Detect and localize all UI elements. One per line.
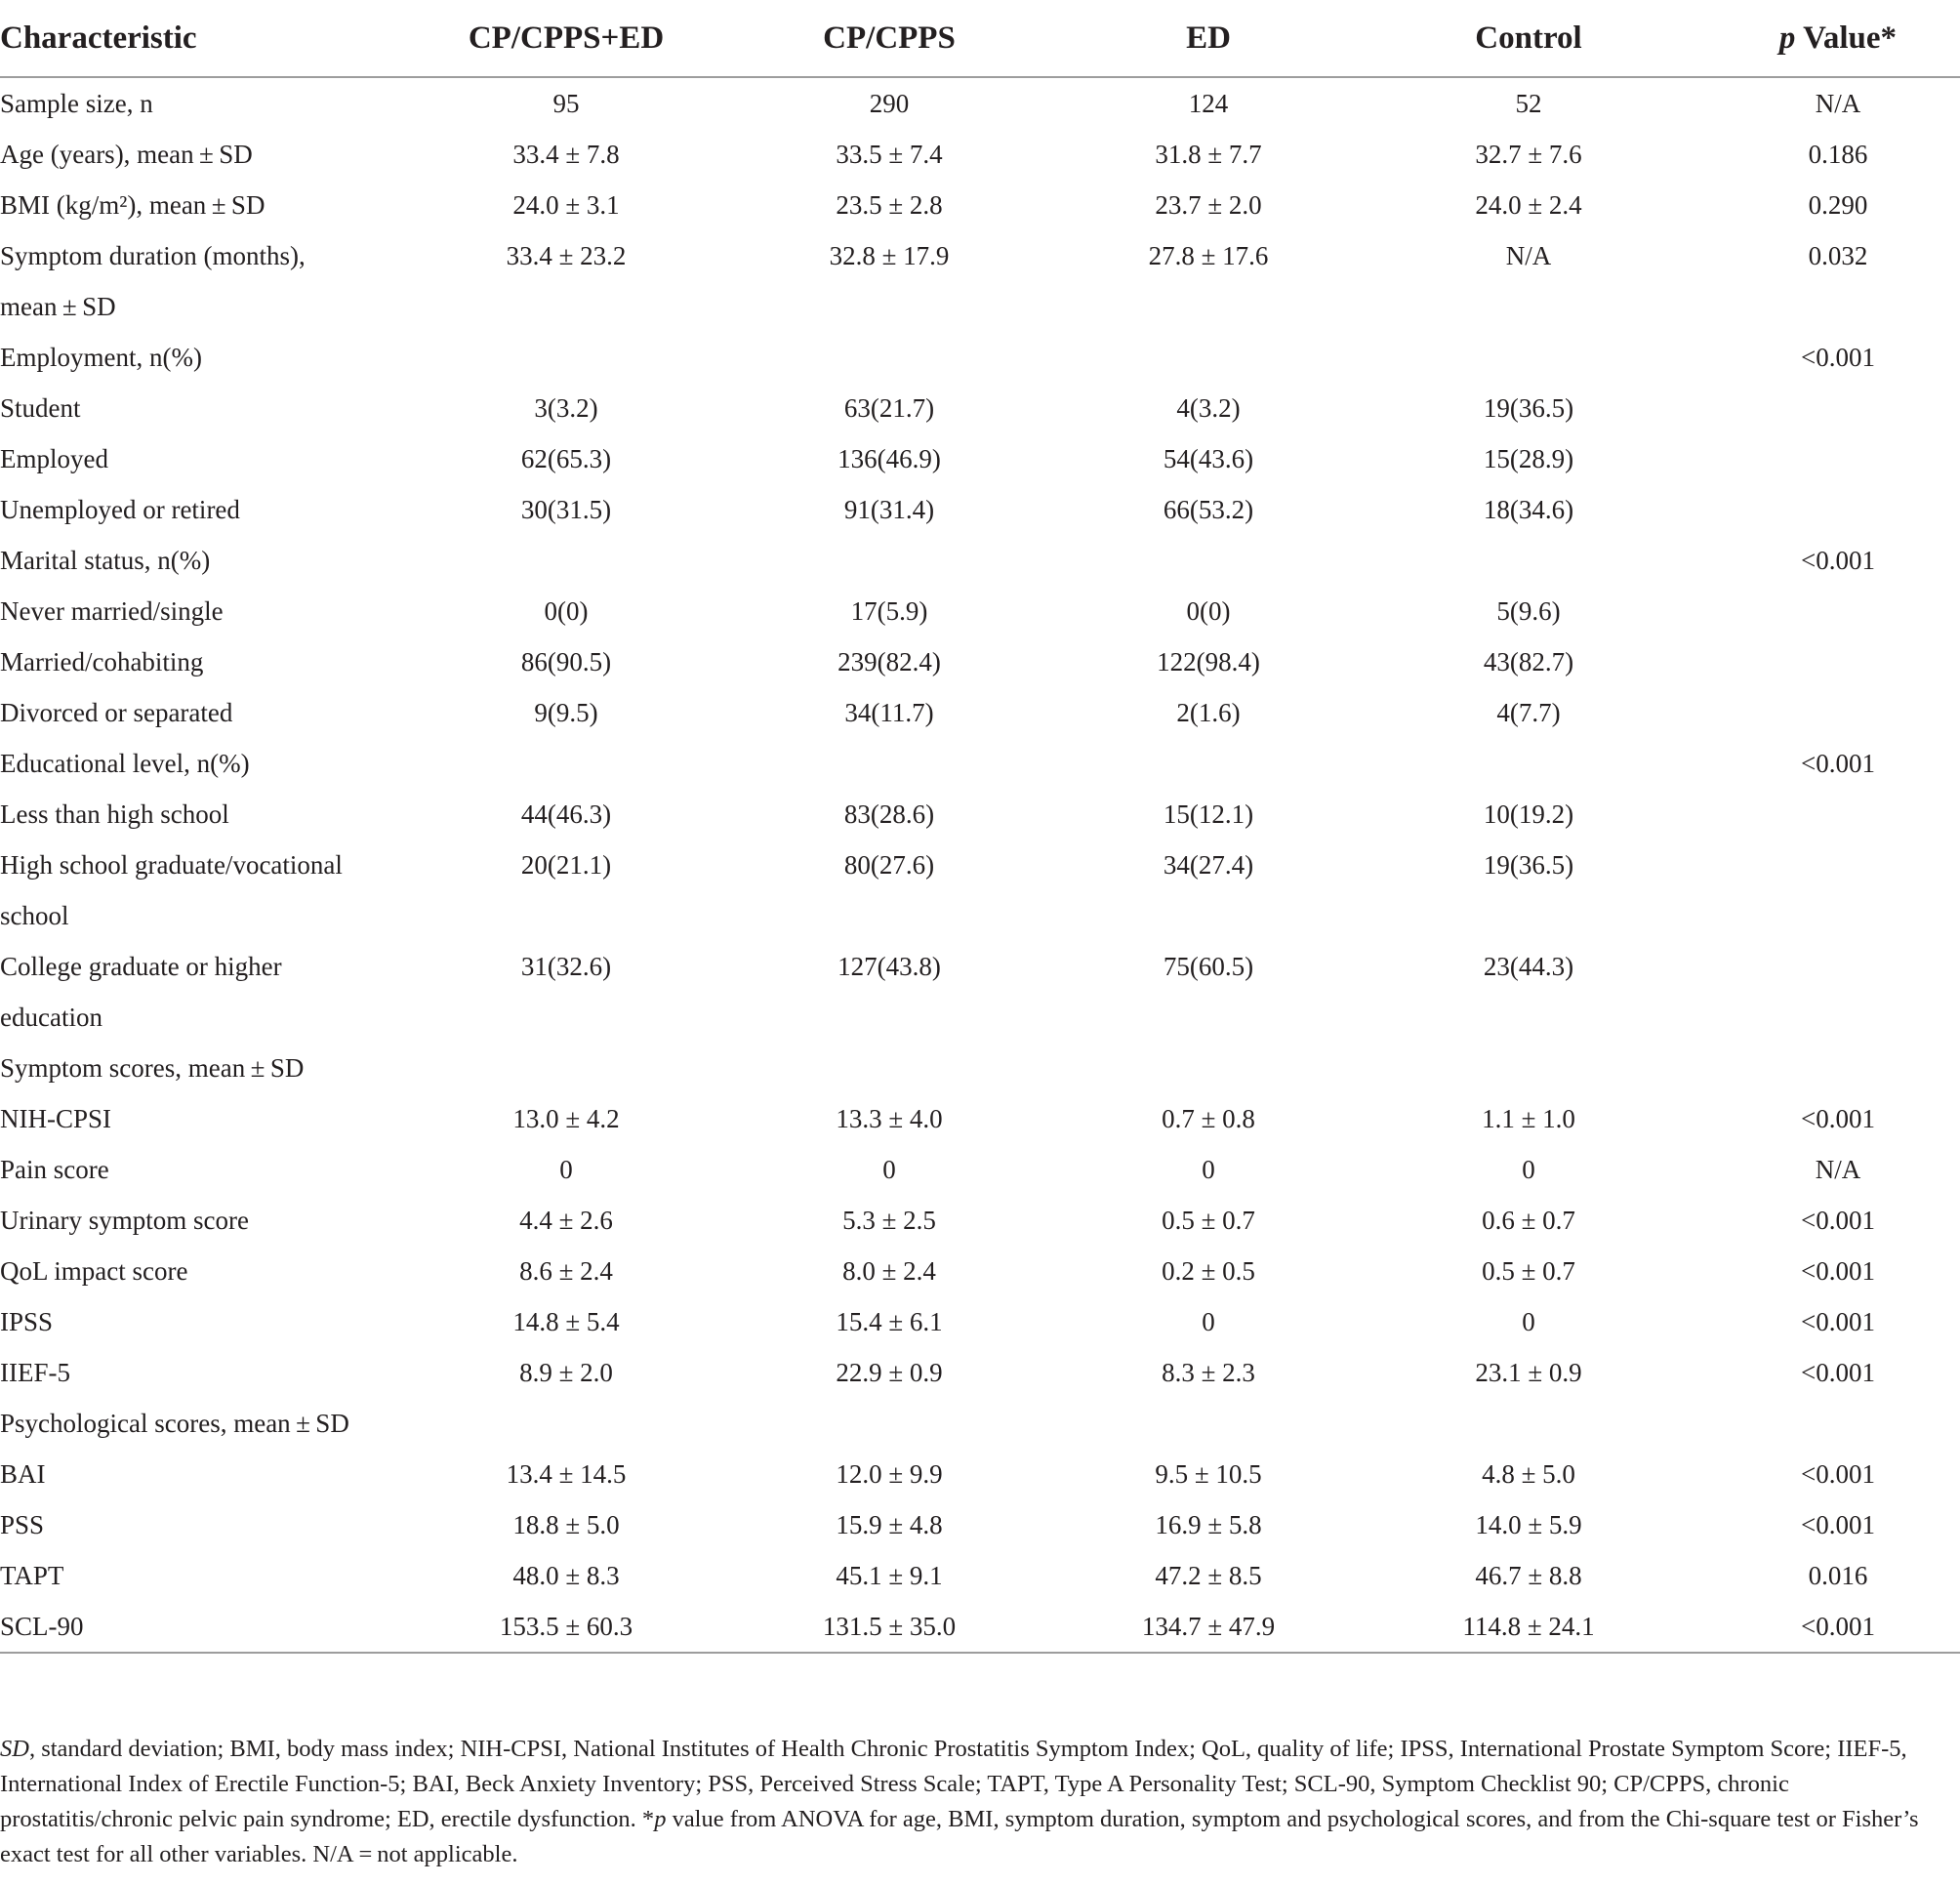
- cell-control: [1341, 535, 1716, 586]
- cell-cp-cpps: [703, 992, 1076, 1043]
- table-body: [0, 77, 1960, 1653]
- cell-p-value: [1716, 687, 1960, 738]
- cell-cp-cpps-ed: 20(21.1): [520, 849, 612, 880]
- cell-p-value: [1716, 433, 1960, 484]
- cell-control: [1341, 1398, 1716, 1449]
- cell-cp-cpps-ed: 33.4 ± 7.8: [512, 139, 620, 169]
- cell-control: 0: [1522, 1306, 1535, 1336]
- table-row: [0, 1093, 1960, 1144]
- table-row: [0, 383, 1960, 433]
- header-characteristic: Characteristic: [0, 0, 429, 77]
- cell-ed: 16.9 ± 5.8: [1155, 1509, 1262, 1539]
- footnote-text-2: value from ANOVA for age, BMI, symptom duration, symptom and psychological scores, and from the Chi-square test or Fisher’s exact test for all other variables. N/A = not applicable.: [0, 1806, 1919, 1867]
- cell-p-value: 0.186: [1808, 139, 1868, 169]
- cell-control: [1341, 332, 1716, 383]
- cell-cp-cpps: 136(46.9): [837, 443, 941, 473]
- cell-cp-cpps-ed: [429, 1398, 703, 1449]
- cell-p-value: <0.001: [1716, 1601, 1960, 1653]
- cell-p-value: <0.001: [1801, 1458, 1875, 1489]
- table-row: [0, 230, 1960, 281]
- table-row: [0, 941, 1960, 992]
- cell-ed: 9.5 ± 10.5: [1155, 1458, 1262, 1489]
- cell-cp-cpps-ed: 8.9 ± 2.0: [519, 1357, 613, 1387]
- cell-characteristic: Marital status, n(%): [0, 545, 211, 575]
- cell-ed: 34(27.4): [1163, 849, 1254, 880]
- cell-cp-cpps-ed: 0(0): [544, 595, 589, 626]
- cell-cp-cpps-ed: 0: [559, 1154, 573, 1184]
- cell-cp-cpps-ed: 31(32.6): [520, 951, 612, 981]
- cell-cp-cpps: 91(31.4): [843, 494, 935, 524]
- cell-p-value: <0.001: [1801, 1357, 1875, 1387]
- cell-cp-cpps-ed: 14.8 ± 5.4: [512, 1306, 620, 1336]
- cell-control: 19(36.5): [1483, 849, 1574, 880]
- cell-p-value: <0.001: [1801, 342, 1875, 372]
- cell-p-value: <0.001: [1801, 748, 1875, 778]
- cell-control: [1341, 1043, 1716, 1093]
- cell-characteristic: Urinary symptom score: [0, 1205, 249, 1235]
- cell-p-value: [1716, 890, 1960, 941]
- cell-cp-cpps-ed: 13.0 ± 4.2: [512, 1103, 620, 1133]
- cell-characteristic: BAI: [0, 1458, 46, 1489]
- cell-cp-cpps: 8.0 ± 2.4: [842, 1255, 936, 1286]
- cell-characteristic: Sample size, n: [0, 88, 153, 118]
- cell-p-value: 0.290: [1808, 189, 1868, 220]
- cell-control: [1341, 738, 1716, 789]
- cell-control: N/A: [1505, 240, 1552, 270]
- cell-characteristic: mean ± SD: [0, 291, 116, 321]
- cell-cp-cpps-ed: [429, 890, 703, 941]
- table-row: [0, 586, 1960, 636]
- cell-cp-cpps: 34(11.7): [844, 697, 934, 727]
- cell-cp-cpps-ed: 4.4 ± 2.6: [519, 1205, 613, 1235]
- cell-control: [1341, 890, 1716, 941]
- cell-cp-cpps: 131.5 ± 35.0: [703, 1601, 1076, 1653]
- cell-p-value: [1716, 281, 1960, 332]
- table-row: [0, 890, 1960, 941]
- cell-cp-cpps: 80(27.6): [843, 849, 935, 880]
- cell-control: 23(44.3): [1483, 951, 1574, 981]
- cell-cp-cpps: 15.9 ± 4.8: [836, 1509, 943, 1539]
- table-row: [0, 1195, 1960, 1246]
- cell-control: 15(28.9): [1483, 443, 1574, 473]
- cell-characteristic: Symptom scores, mean ± SD: [0, 1052, 305, 1083]
- cell-control: 4(7.7): [1496, 697, 1561, 727]
- cell-cp-cpps-ed: 24.0 ± 3.1: [512, 189, 620, 220]
- footnote-text-1: , standard deviation; BMI, body mass index; NIH-CPSI, National Institutes of Health Chronic Prostatitis Symptom Index; QoL, quality of life; IPSS, International Prostate Symptom Score; IIEF-5, International Index of Erectile Function-5; BAI, Beck Anxiety Inventory; PSS, Perceived Stress Scale; TAPT, Type A Personality Test; SCL-90, Symptom Checklist 90; CP/CPPS, chronic prostatitis/chronic pelvic pain syndrome; ED, erectile dysfunction. *: [0, 1736, 1907, 1832]
- cell-cp-cpps-ed: [429, 992, 703, 1043]
- cell-cp-cpps-ed: 95: [552, 88, 580, 118]
- cell-ed: [1076, 1398, 1341, 1449]
- header-cp-cpps-ed: CP/CPPS+ED: [429, 0, 703, 77]
- table-row: [0, 1550, 1960, 1601]
- cell-control: 43(82.7): [1483, 646, 1574, 676]
- cell-cp-cpps-ed: 48.0 ± 8.3: [512, 1560, 620, 1590]
- cell-cp-cpps: 239(82.4): [837, 646, 941, 676]
- header-p-italic: p: [1778, 20, 1796, 56]
- cell-p-value: [1716, 1398, 1960, 1449]
- cell-p-value: N/A: [1815, 88, 1861, 118]
- cell-cp-cpps: 63(21.7): [843, 392, 935, 423]
- cell-cp-cpps-ed: 8.6 ± 2.4: [519, 1255, 613, 1286]
- cell-control: 0.5 ± 0.7: [1482, 1255, 1575, 1286]
- cell-cp-cpps: 17(5.9): [850, 595, 928, 626]
- cell-p-value: <0.001: [1801, 1509, 1875, 1539]
- table-row: [0, 281, 1960, 332]
- cell-ed: 4(3.2): [1176, 392, 1241, 423]
- cell-ed: 8.3 ± 2.3: [1162, 1357, 1255, 1387]
- cell-cp-cpps: 5.3 ± 2.5: [842, 1205, 936, 1235]
- cell-p-value: N/A: [1815, 1154, 1861, 1184]
- cell-cp-cpps: 127(43.8): [837, 951, 941, 981]
- cell-ed: 15(12.1): [1163, 799, 1254, 829]
- cell-control: 19(36.5): [1483, 392, 1574, 423]
- header-p-value: [1716, 0, 1960, 77]
- table-row: [0, 840, 1960, 890]
- cell-characteristic: BMI (kg/m²), mean ± SD: [0, 189, 265, 220]
- cell-control: 32.7 ± 7.6: [1475, 139, 1582, 169]
- cell-cp-cpps: [703, 1398, 1076, 1449]
- table-row: [0, 636, 1960, 687]
- cell-control: 1.1 ± 1.0: [1482, 1103, 1575, 1133]
- cell-ed: 0: [1202, 1306, 1215, 1336]
- cell-ed: 54(43.6): [1163, 443, 1254, 473]
- table-row: [0, 1043, 1960, 1093]
- cell-cp-cpps-ed: [429, 1043, 703, 1093]
- cell-cp-cpps: [703, 332, 1076, 383]
- cell-characteristic: QoL impact score: [0, 1255, 188, 1286]
- cell-cp-cpps: 45.1 ± 9.1: [836, 1560, 943, 1590]
- cell-characteristic: Pain score: [0, 1154, 109, 1184]
- cell-cp-cpps-ed: [429, 281, 703, 332]
- cell-cp-cpps-ed: [429, 332, 703, 383]
- cell-control: 0.6 ± 0.7: [1482, 1205, 1575, 1235]
- cell-cp-cpps-ed: 62(65.3): [520, 443, 612, 473]
- cell-characteristic: Employment, n(%): [0, 342, 202, 372]
- header-row: [0, 0, 1960, 77]
- table-row: [0, 1398, 1960, 1449]
- cell-control: 4.8 ± 5.0: [1482, 1458, 1575, 1489]
- header-cp-cpps: CP/CPPS: [703, 0, 1076, 77]
- cell-ed: [1076, 281, 1341, 332]
- table-row: [0, 1499, 1960, 1550]
- cell-ed: [1076, 535, 1341, 586]
- cell-p-value: [1716, 789, 1960, 840]
- cell-characteristic: Psychological scores, mean ± SD: [0, 1408, 349, 1438]
- cell-p-value: <0.001: [1801, 1103, 1875, 1133]
- cell-cp-cpps-ed: 9(9.5): [534, 697, 598, 727]
- cell-characteristic: education: [0, 1002, 102, 1032]
- table-row: [0, 1347, 1960, 1398]
- cell-p-value: [1716, 586, 1960, 636]
- cell-control: 10(19.2): [1483, 799, 1574, 829]
- cell-cp-cpps: [703, 890, 1076, 941]
- cell-characteristic: Symptom duration (months),: [0, 240, 306, 270]
- cell-cp-cpps-ed: 86(90.5): [520, 646, 612, 676]
- cell-characteristic: Age (years), mean ± SD: [0, 139, 253, 169]
- table-row: [0, 332, 1960, 383]
- cell-characteristic: College graduate or higher: [0, 951, 282, 981]
- cell-p-value: [1716, 636, 1960, 687]
- cell-cp-cpps-ed: [429, 738, 703, 789]
- cell-cp-cpps: 12.0 ± 9.9: [836, 1458, 943, 1489]
- cell-cp-cpps: [703, 1043, 1076, 1093]
- cell-control: 18(34.6): [1483, 494, 1574, 524]
- cell-p-value: [1716, 1043, 1960, 1093]
- cell-ed: 0.5 ± 0.7: [1162, 1205, 1255, 1235]
- cell-cp-cpps: 13.3 ± 4.0: [836, 1103, 943, 1133]
- cell-characteristic: Employed: [0, 443, 108, 473]
- cell-control: [1341, 992, 1716, 1043]
- cell-characteristic: Student: [0, 392, 81, 423]
- cell-ed: 0: [1202, 1154, 1215, 1184]
- table-footnote: [0, 1732, 1952, 1872]
- cell-cp-cpps-ed: 33.4 ± 23.2: [506, 240, 627, 270]
- cell-ed: 0.2 ± 0.5: [1162, 1255, 1255, 1286]
- cell-ed: 23.7 ± 2.0: [1155, 189, 1262, 220]
- cell-characteristic: SCL-90: [0, 1601, 429, 1653]
- cell-characteristic: High school graduate/vocational: [0, 849, 343, 880]
- cell-characteristic: IPSS: [0, 1306, 54, 1336]
- cell-ed: 2(1.6): [1176, 697, 1241, 727]
- cell-p-value: 0.032: [1808, 240, 1868, 270]
- cell-ed: 0.7 ± 0.8: [1162, 1103, 1255, 1133]
- table-row: [0, 1296, 1960, 1347]
- table-row: [0, 1601, 1960, 1653]
- cell-control: 14.0 ± 5.9: [1475, 1509, 1582, 1539]
- cell-control: 46.7 ± 8.8: [1475, 1560, 1582, 1590]
- cell-control: 5(9.6): [1496, 595, 1561, 626]
- cell-p-value: <0.001: [1801, 1205, 1875, 1235]
- cell-characteristic: Unemployed or retired: [0, 494, 240, 524]
- cell-ed: 47.2 ± 8.5: [1155, 1560, 1262, 1590]
- cell-cp-cpps-ed: 30(31.5): [520, 494, 612, 524]
- cell-characteristic: PSS: [0, 1509, 45, 1539]
- cell-cp-cpps-ed: 13.4 ± 14.5: [506, 1458, 627, 1489]
- cell-p-value: [1716, 992, 1960, 1043]
- cell-characteristic: Never married/single: [0, 595, 224, 626]
- cell-cp-cpps: 83(28.6): [843, 799, 935, 829]
- table-row: [0, 992, 1960, 1043]
- cell-characteristic: Less than high school: [0, 799, 229, 829]
- cell-control: 114.8 ± 24.1: [1341, 1601, 1716, 1653]
- cell-ed: 27.8 ± 17.6: [1148, 240, 1269, 270]
- cell-characteristic: Divorced or separated: [0, 697, 233, 727]
- table-header: [0, 0, 1960, 77]
- cell-cp-cpps-ed: 44(46.3): [520, 799, 612, 829]
- cell-characteristic: Educational level, n(%): [0, 748, 250, 778]
- cell-p-value: [1716, 941, 1960, 992]
- cell-p-value: [1716, 484, 1960, 535]
- cell-cp-cpps-ed: 3(3.2): [534, 392, 598, 423]
- cell-ed: 122(98.4): [1157, 646, 1260, 676]
- cell-cp-cpps-ed: [429, 535, 703, 586]
- cell-control: 52: [1515, 88, 1542, 118]
- header-value-label: Value*: [1803, 20, 1898, 56]
- cell-control: 0: [1522, 1154, 1535, 1184]
- cell-ed: [1076, 1043, 1341, 1093]
- table-row: [0, 433, 1960, 484]
- cell-characteristic: TAPT: [0, 1560, 64, 1590]
- table-row: [0, 180, 1960, 230]
- cell-p-value: [1716, 840, 1960, 890]
- header-control: Control: [1341, 0, 1716, 77]
- cell-ed: [1076, 332, 1341, 383]
- cell-control: 24.0 ± 2.4: [1475, 189, 1582, 220]
- header-ed: ED: [1076, 0, 1341, 77]
- cell-cp-cpps-ed: 18.8 ± 5.0: [512, 1509, 620, 1539]
- cell-cp-cpps: [703, 281, 1076, 332]
- cell-ed: 134.7 ± 47.9: [1076, 1601, 1341, 1653]
- table-row: [0, 1246, 1960, 1296]
- cell-cp-cpps: [703, 738, 1076, 789]
- cell-cp-cpps: 22.9 ± 0.9: [836, 1357, 943, 1387]
- table-row: [0, 1144, 1960, 1195]
- cell-control: 23.1 ± 0.9: [1475, 1357, 1582, 1387]
- cell-ed: 124: [1188, 88, 1229, 118]
- cell-characteristic: NIH-CPSI: [0, 1103, 112, 1133]
- table-row: [0, 535, 1960, 586]
- cell-control: [1341, 281, 1716, 332]
- table-row: [0, 738, 1960, 789]
- cell-ed: 75(60.5): [1163, 951, 1254, 981]
- table-row: [0, 77, 1960, 129]
- cell-ed: [1076, 992, 1341, 1043]
- table-row: [0, 687, 1960, 738]
- cell-p-value: <0.001: [1801, 545, 1875, 575]
- cell-cp-cpps: 0: [882, 1154, 896, 1184]
- cell-p-value: <0.001: [1801, 1255, 1875, 1286]
- cell-cp-cpps-ed: 153.5 ± 60.3: [429, 1601, 703, 1653]
- cell-cp-cpps: 32.8 ± 17.9: [829, 240, 950, 270]
- cell-ed: [1076, 890, 1341, 941]
- cell-p-value: <0.001: [1801, 1306, 1875, 1336]
- cell-p-value: [1716, 383, 1960, 433]
- table-row: [0, 484, 1960, 535]
- table-row: [0, 1449, 1960, 1499]
- footnote-p-italic: p: [654, 1806, 667, 1832]
- cell-ed: [1076, 738, 1341, 789]
- footnote-sd-abbr: SD: [0, 1736, 29, 1762]
- cell-ed: 0(0): [1186, 595, 1231, 626]
- cell-p-value: 0.016: [1808, 1560, 1868, 1590]
- cell-characteristic: Married/cohabiting: [0, 646, 204, 676]
- cell-ed: 66(53.2): [1163, 494, 1254, 524]
- cell-characteristic: IIEF-5: [0, 1357, 70, 1387]
- cell-characteristic: school: [0, 900, 69, 930]
- table-row: [0, 789, 1960, 840]
- cell-cp-cpps: [703, 535, 1076, 586]
- table-row: [0, 129, 1960, 180]
- cell-cp-cpps: 33.5 ± 7.4: [836, 139, 943, 169]
- cell-cp-cpps: 15.4 ± 6.1: [836, 1306, 943, 1336]
- cell-cp-cpps: 23.5 ± 2.8: [836, 189, 943, 220]
- cell-ed: 31.8 ± 7.7: [1155, 139, 1262, 169]
- cell-cp-cpps: 290: [869, 88, 910, 118]
